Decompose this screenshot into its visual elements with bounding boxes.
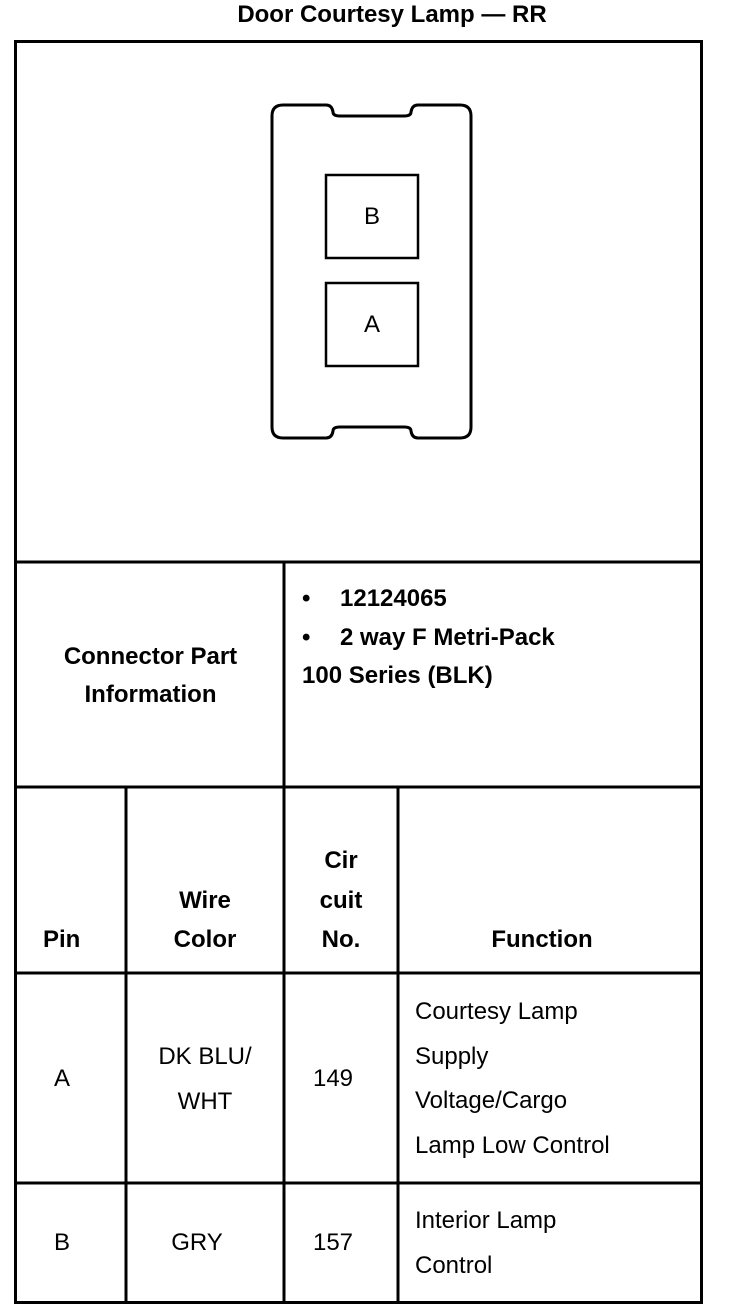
pin-cavity-label-a: A xyxy=(363,311,380,338)
row-b-function-line2: Control xyxy=(415,1251,493,1279)
row-b-function xyxy=(415,1199,556,1288)
row-b-circuit: 157 xyxy=(312,1229,354,1256)
connector-housing xyxy=(272,105,471,438)
header-wire-color-line1: Wire xyxy=(179,887,231,914)
row-a-function-line1: Courtesy Lamp xyxy=(415,998,578,1025)
connector-type: 2 way F Metri-Pack xyxy=(340,624,555,651)
pin-cavity-label-b: B xyxy=(363,203,380,230)
row-a-wire-color-line2: WHT xyxy=(177,1088,233,1115)
row-a-circuit: 149 xyxy=(312,1065,354,1092)
row-a-function-line3: Voltage/Cargo xyxy=(415,1087,568,1114)
part-info-item-1 xyxy=(302,584,447,614)
header-circuit-line1: Cir xyxy=(324,847,358,874)
row-a-wire-color-line1: DK BLU/ xyxy=(158,1043,252,1070)
header-wire-color-line2: Color xyxy=(173,926,237,953)
part-info-item-2 xyxy=(302,623,555,653)
part-info-label-line2: Information xyxy=(84,681,217,708)
part-info-label-line1: Connector Part xyxy=(63,643,238,670)
row-a-function-line4: Lamp Low Control xyxy=(415,1131,610,1159)
bullet-icon: • xyxy=(302,585,311,612)
header-circuit-line3: No. xyxy=(321,926,361,953)
row-a-function-line2: Supply xyxy=(415,1042,489,1070)
header-function: Function xyxy=(491,926,593,953)
part-number: 12124065 xyxy=(340,585,447,612)
diagram-title: Door Courtesy Lamp — RR xyxy=(237,1,547,28)
header-circuit-line2: cuit xyxy=(319,887,363,914)
row-b-wire-color: GRY xyxy=(171,1229,223,1256)
row-b-pin: B xyxy=(53,1229,70,1256)
row-b-function-line1: Interior Lamp xyxy=(415,1207,557,1234)
header-pin: Pin xyxy=(43,926,81,953)
bullet-icon: • xyxy=(302,624,311,651)
part-info-continuation: 100 Series (BLK) xyxy=(302,662,493,689)
row-a-function xyxy=(415,990,610,1168)
row-a-pin: A xyxy=(53,1065,70,1092)
